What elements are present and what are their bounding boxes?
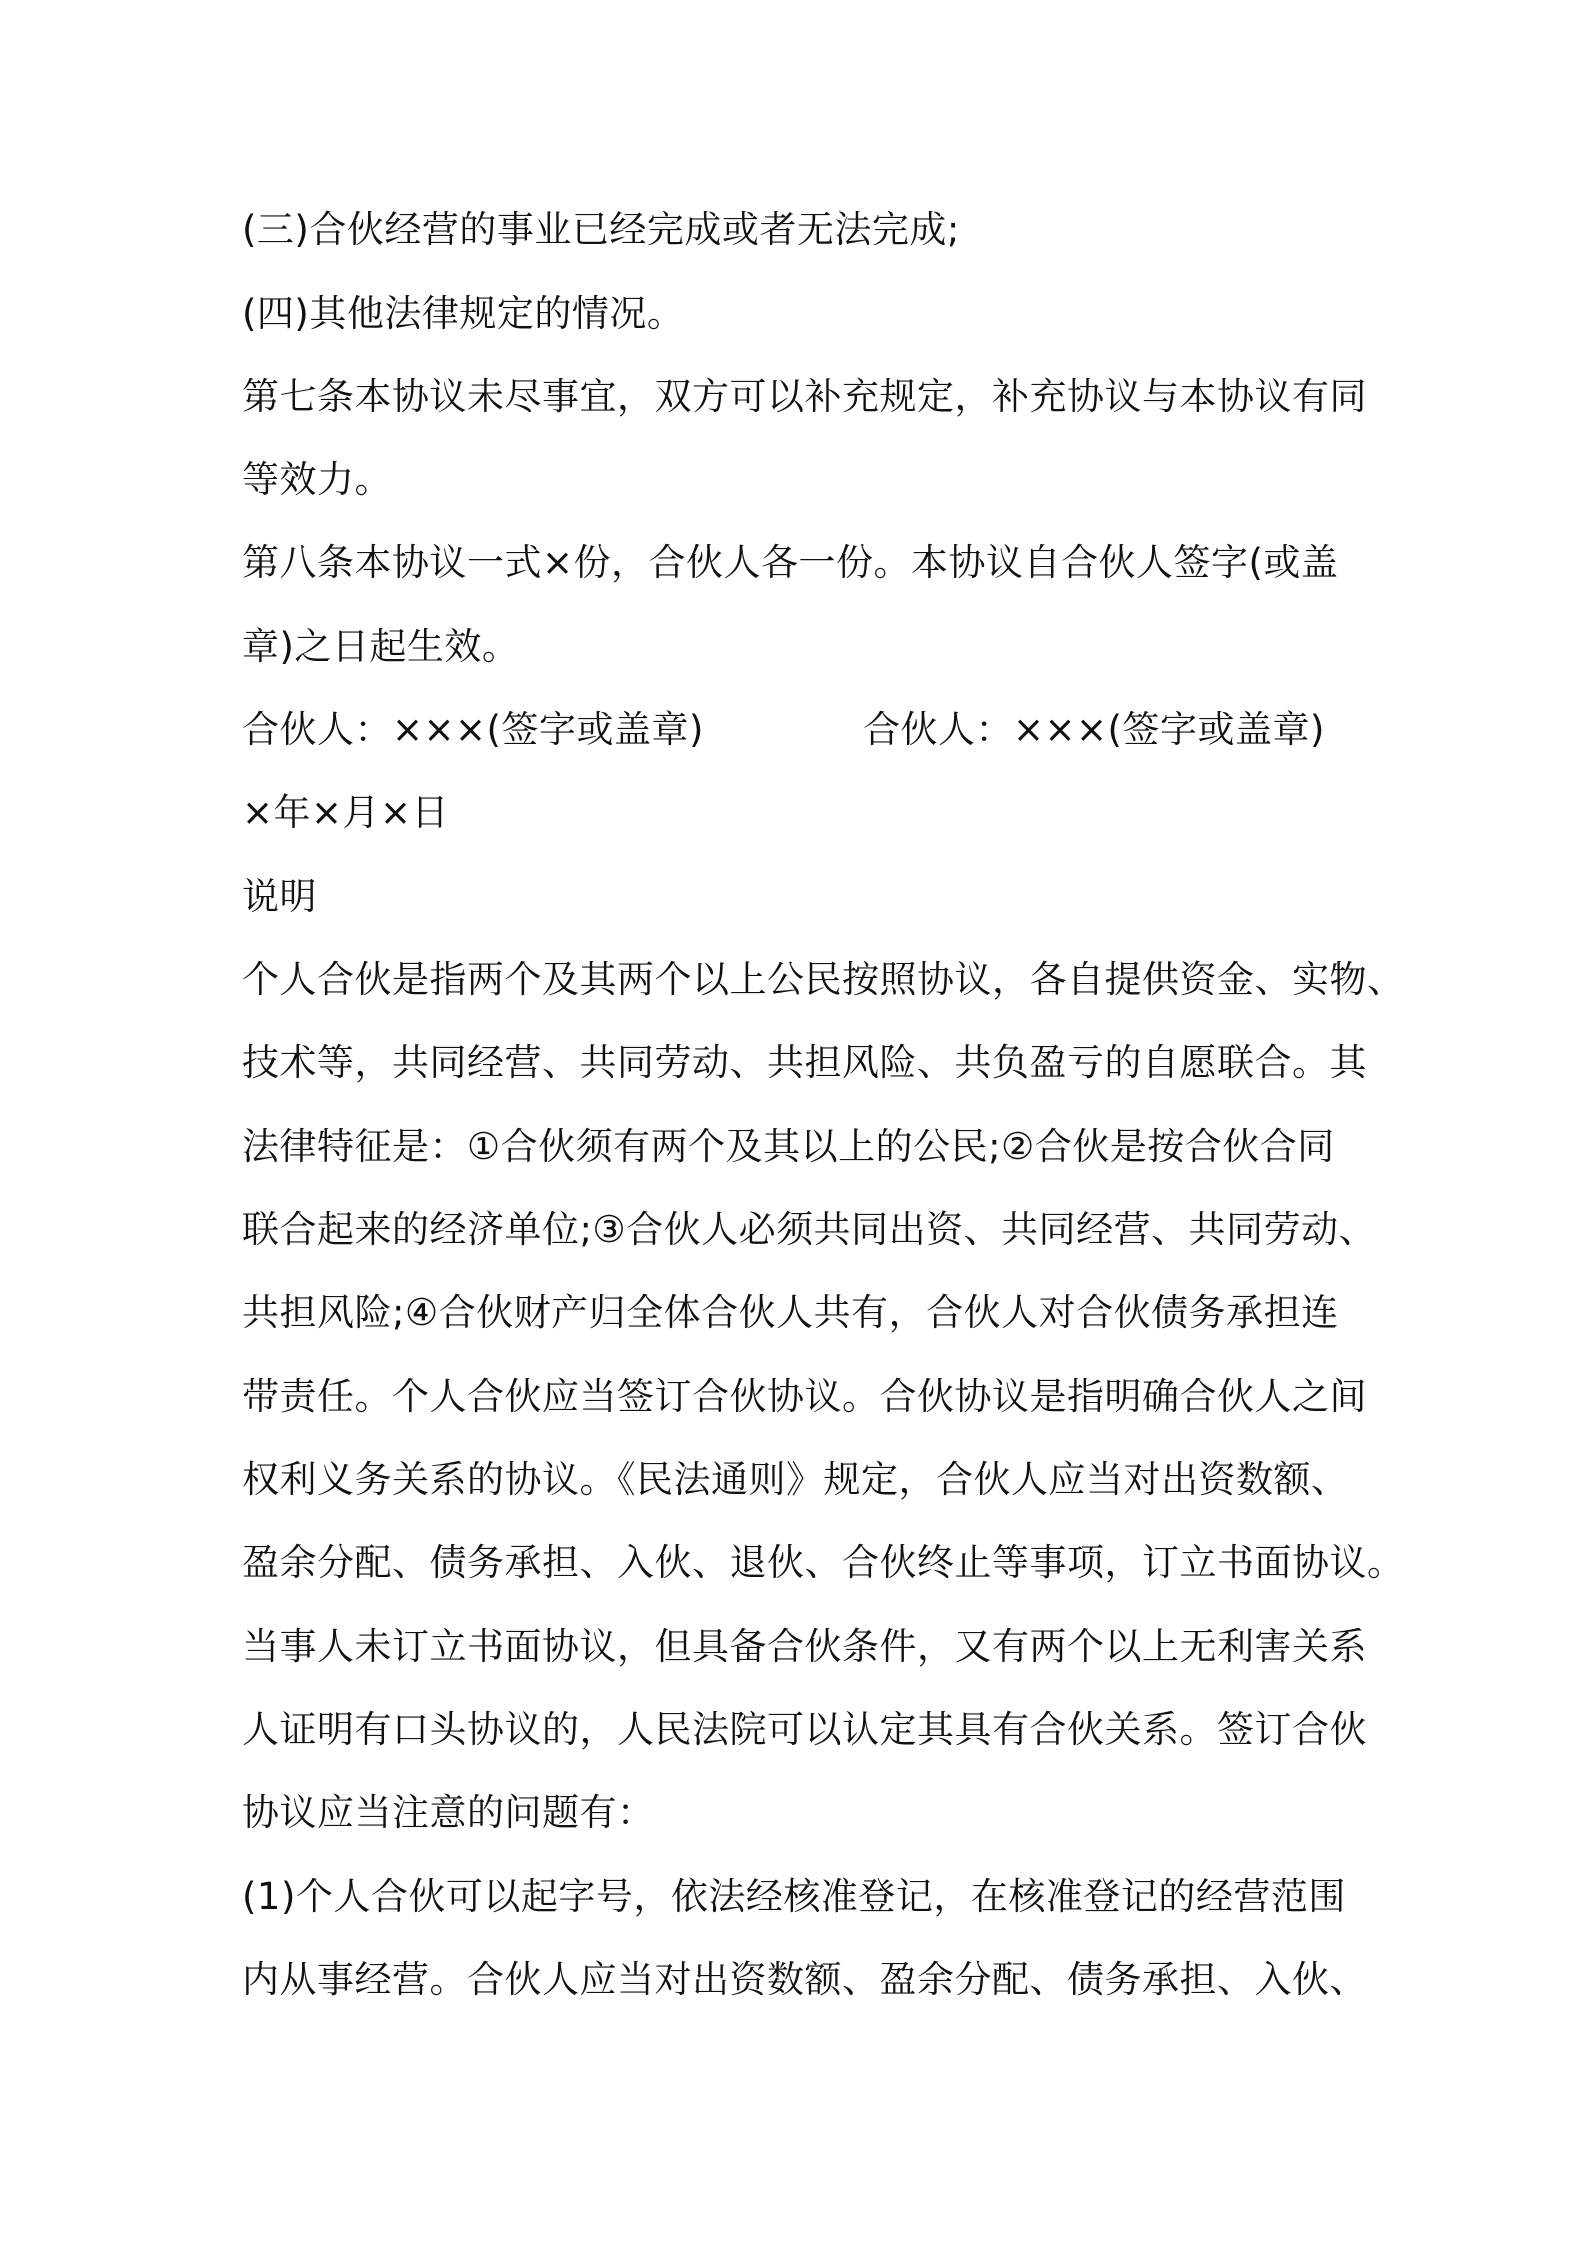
explanation-line: 协议应当注意的问题有： — [242, 1791, 655, 1834]
explanation-line: 个人合伙是指两个及其两个以上公民按照协议，各自提供资金、实物、 — [242, 958, 1405, 1001]
explanation-line: 盈余分配、债务承担、入伙、退伙、合伙终止等事项，订立书面协议。 — [242, 1541, 1405, 1584]
explanation-line: 人证明有口头协议的，人民法院可以认定其具有合伙关系。签订合伙 — [242, 1708, 1367, 1751]
signature-left: 合伙人：×××(签字或盖章) — [242, 708, 704, 751]
explanation-line: 法律特征是：①合伙须有两个及其以上的公民;②合伙是按合伙合同 — [242, 1125, 1335, 1168]
article-eight-line: 第八条本协议一式×份，合伙人各一份。本协议自合伙人签字(或盖 — [242, 541, 1339, 584]
signature-date: ×年×月×日 — [242, 791, 450, 834]
explanation-line: 共担风险;④合伙财产归全体合伙人共有，合伙人对合伙债务承担连 — [242, 1291, 1339, 1334]
clause-line: (三)合伙经营的事业已经完成或者无法完成; — [242, 208, 960, 251]
article-eight-line: 章)之日起生效。 — [242, 625, 520, 668]
explanation-line: 带责任。个人合伙应当签订合伙协议。合伙协议是指明确合伙人之间 — [242, 1375, 1367, 1418]
explanation-line: 技术等，共同经营、共同劳动、共担风险、共负盈亏的自愿联合。其 — [242, 1041, 1367, 1084]
section-heading: 说明 — [242, 875, 317, 918]
explanation-line: 当事人未订立书面协议，但具备合伙条件，又有两个以上无利害关系 — [242, 1625, 1367, 1668]
explanation-line: 内从事经营。合伙人应当对出资数额、盈余分配、债务承担、入伙、 — [242, 1958, 1367, 2001]
article-seven-line: 等效力。 — [242, 458, 392, 501]
clause-line: (四)其他法律规定的情况。 — [242, 292, 685, 335]
explanation-line: 权利义务关系的协议。《民法通则》规定，合伙人应当对出资数额、 — [242, 1458, 1349, 1501]
explanation-line: (1)个人合伙可以起字号，依法经核准登记，在核准登记的经营范围 — [242, 1875, 1346, 1918]
explanation-line: 联合起来的经济单位;③合伙人必须共同出资、共同经营、共同劳动、 — [242, 1208, 1377, 1251]
article-seven-line: 第七条本协议未尽事宜，双方可以补充规定，补充协议与本协议有同 — [242, 375, 1367, 418]
signature-right: 合伙人：×××(签字或盖章) — [863, 708, 1325, 751]
